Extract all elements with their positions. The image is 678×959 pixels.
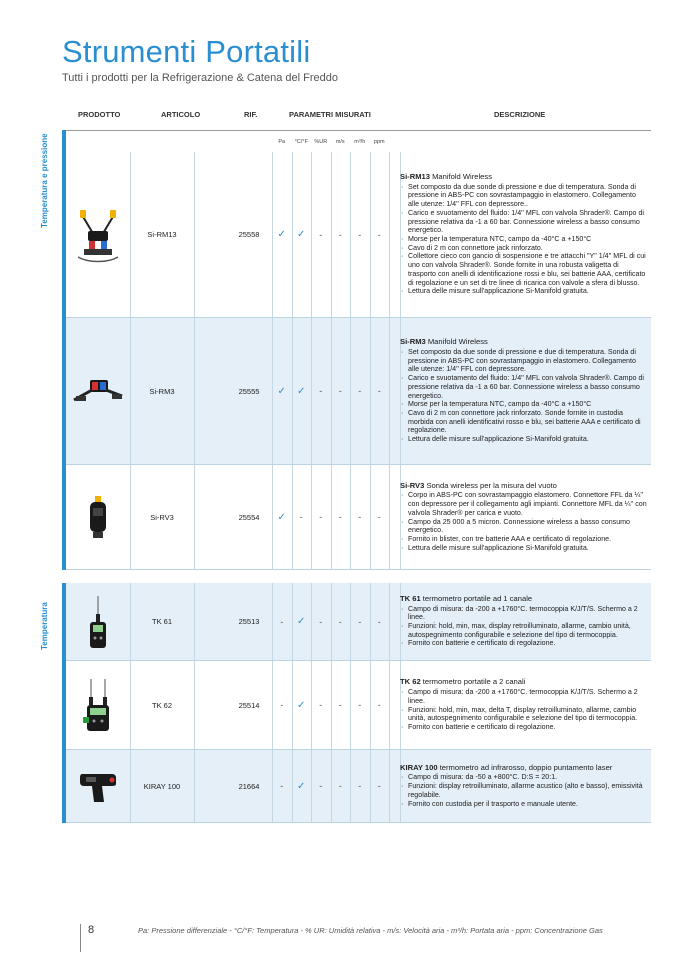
description-title <box>400 764 647 773</box>
param-dash: - <box>338 512 342 522</box>
product-image <box>66 318 130 464</box>
column-divider <box>389 318 390 464</box>
column-divider <box>389 465 390 569</box>
param-dash: - <box>319 616 323 627</box>
column-divider <box>389 152 390 317</box>
param-dash: - <box>338 700 342 710</box>
param-dash: - <box>358 229 362 240</box>
description-title <box>400 595 647 604</box>
product-name: Manifold Wireless <box>425 337 488 347</box>
param-dash: - <box>319 386 323 396</box>
description-cell <box>400 750 647 822</box>
param-dash: - <box>377 700 381 710</box>
product-code: Si-RM3 <box>400 337 426 347</box>
param-dash: - <box>377 512 381 522</box>
product-image <box>66 661 130 749</box>
articolo-cell: TK 62 <box>151 700 172 710</box>
param-dash: - <box>319 229 323 240</box>
param-dash: - <box>377 781 381 791</box>
description-list <box>400 348 647 444</box>
description-bullet: · Collettore cieco con gancio di sospensione e tre attacchi "Y" 1/4'' MFL di cui uno con valvola Shrader®. Sonde fornite in una robusta valigetta di trasporto con anelli di identificazione rossi e blu, sei batterie AAA, certificato di regolazione e un set di tre linee di ricarica con valvole a sfera di blusso. <box>400 252 647 287</box>
column-divider <box>389 583 390 660</box>
infrared-thermometer-image <box>78 766 118 806</box>
page-title: Strumenti Portatili <box>62 34 311 69</box>
description-bullet: · Fornito in blister, con tre batterie AAA e certificato di regolazione. <box>400 535 647 544</box>
unit-m3h: m³/h <box>354 139 366 145</box>
table-row <box>66 661 651 750</box>
description-cell <box>400 583 647 660</box>
param-dash: - <box>280 700 284 710</box>
param-dash: - <box>377 616 381 627</box>
page-subtitle: Tutti i prodotti per la Refrigerazione & Catena del Freddo <box>62 72 338 84</box>
description-bullet: · Fornito con batterie e certificato di regolazione. <box>400 639 647 648</box>
param-dash: - <box>319 512 323 522</box>
description-list <box>400 688 647 732</box>
description-bullet: · Morse per la temperatura NTC, campo da -40°C a +150°C <box>400 400 647 409</box>
description-bullet: · Funzioni: hold, min, max, delta T, display retroilluminato, allarme, cambio unità, autospegnimento configurabile e selezione del tipo di termocoppia. <box>400 706 647 723</box>
description-bullet: · Fornito con custodia per il trasporto e manuale utente. <box>400 800 647 809</box>
check-icon: ✓ <box>277 385 286 397</box>
param-dash: - <box>377 386 381 396</box>
description-bullet: · Campo di misura: da -50 a +800°C. D:S = 20:1. <box>400 773 647 782</box>
vacuum-probe-image <box>84 494 112 540</box>
description-bullet: · Campo di misura: da -200 a +1760°C. termocoppia K/J/T/S. Schermo a 2 linee. <box>400 688 647 705</box>
column-divider <box>389 661 390 749</box>
product-image <box>66 583 130 660</box>
unit-ppm: ppm <box>373 139 385 145</box>
description-title <box>400 482 647 491</box>
product-name: termometro portatile ad 1 canale <box>420 593 533 603</box>
unit-pa: Pa <box>278 139 286 145</box>
product-code: KIRAY 100 <box>400 762 438 772</box>
header-rif: RIF. <box>244 110 258 119</box>
header-parametri: PARAMETRI MISURATI <box>289 110 371 119</box>
description-bullet: · Set composto da due sonde di pressione e due di temperatura. Sonda di pressione in ABS-PC con sovrastampaggio in elastomero. Collegamento alle utenze: 1/4'' FFL con depressore. <box>400 348 647 374</box>
product-name: Manifold Wireless <box>429 172 493 182</box>
param-dash: - <box>377 229 381 240</box>
product-code: TK 62 <box>400 677 421 687</box>
param-dash: - <box>299 512 303 522</box>
rif-cell: 25555 <box>238 386 260 396</box>
rif-cell: 25558 <box>238 230 260 239</box>
description-cell <box>400 318 647 464</box>
articolo-cell: Si-RM13 <box>147 230 177 239</box>
check-icon: ✓ <box>297 780 306 792</box>
description-bullet: · Campo da 25 000 a 5 micron. Connessione wireless a basso consumo energetico. <box>400 518 647 535</box>
description-bullet: · Funzioni: display retroilluminato, allarme acustico (alto e basso), emissività regolabile. <box>400 782 647 799</box>
product-code: TK 61 <box>400 593 421 603</box>
header-divider <box>66 130 651 131</box>
check-icon: ✓ <box>297 616 306 627</box>
check-icon: ✓ <box>297 229 306 240</box>
description-bullet: · Carico e svuotamento del fluido: 1/4'' MFL con valvola Shrader®. Campo di pressione relativa da -1 a 60 bar. Connessione wireless a basso consumo energetico. <box>400 209 647 235</box>
description-bullet: · Lettura delle misure sull'applicazione Si-Manifold gratuita. <box>400 435 647 444</box>
param-dash: - <box>358 700 362 710</box>
product-image <box>66 750 130 822</box>
rif-cell: 21664 <box>238 781 260 791</box>
description-title <box>400 173 647 182</box>
product-name: termometro ad infrarosso, doppio puntamento laser <box>437 762 613 772</box>
description-title <box>400 338 647 347</box>
header-articolo: ARTICOLO <box>161 110 201 119</box>
column-divider <box>389 750 390 822</box>
param-dash: - <box>319 700 323 710</box>
param-dash: - <box>280 781 284 791</box>
table-row <box>66 318 651 465</box>
unit-ms: m/s <box>335 139 345 145</box>
manifold-wireless-image <box>72 376 124 406</box>
param-dash: - <box>358 512 362 522</box>
rif-cell: 25514 <box>238 700 260 710</box>
description-list <box>400 605 647 649</box>
column-divider <box>194 583 195 660</box>
product-name: termometro portatile a 2 canali <box>420 677 526 687</box>
articolo-cell: TK 61 <box>151 617 172 626</box>
description-cell <box>400 661 647 749</box>
param-dash: - <box>358 781 362 791</box>
check-icon: ✓ <box>297 385 306 397</box>
param-dash: - <box>358 616 362 627</box>
description-bullet: · Lettura delle misure sull'applicazione Si-Manifold gratuita. <box>400 544 647 553</box>
units-row <box>272 134 389 150</box>
description-bullet: · Campo di misura: da -200 a +1760°C. termocoppia K/J/T/S. Schermo a 2 linee. <box>400 605 647 622</box>
unit-ur: %UR <box>314 139 328 145</box>
param-dash: - <box>280 616 284 627</box>
table-row <box>66 750 651 823</box>
description-bullet: · Lettura delle misure sull'applicazione Si-Manifold gratuita. <box>400 287 647 296</box>
column-divider <box>194 750 195 822</box>
articolo-cell: Si-RV3 <box>150 512 174 522</box>
description-bullet: · Set composto da due sonde di pressione e due di temperatura. Sonda di pressione in ABS-PC con sovrastampaggio in elastomero. Collegamento alle utenze: 1/4'' FFL con depressore.. <box>400 183 647 209</box>
description-bullet: · Cavo di 2 m con connettore jack rinforzato. <box>400 244 647 253</box>
param-dash: - <box>338 386 342 396</box>
check-icon: ✓ <box>297 699 306 711</box>
description-bullet: · Corpo in ABS-PC con sovrastampaggio elastomero. Connettore FFL da ¼'' con depressore per il collegamento agli impianti. Connettore MFL da ¼'' con valvola Shrader® per carica e vuoto. <box>400 491 647 517</box>
param-dash: - <box>319 781 323 791</box>
header-descrizione: DESCRIZIONE <box>494 110 546 119</box>
description-bullet: · Morse per la temperatura NTC, campo da -40°C a +150°C <box>400 235 647 244</box>
manifold-wireless-image <box>74 205 122 265</box>
section-label-temperature: Temperatura <box>40 602 49 650</box>
description-cell <box>400 465 647 569</box>
rif-cell: 25513 <box>238 617 260 626</box>
product-image <box>66 465 130 569</box>
table-row <box>66 152 651 318</box>
column-divider <box>194 661 195 749</box>
footer-legend: Pa: Pressione differenziale - °C/°F: Temperatura - % UR: Umidità relativa - m/s: Velocità aria - m³/h: Portata aria - ppm: Concentrazione Gas <box>138 926 603 935</box>
description-bullet: · Carico e svuotamento del fluido: 1/4'' MFL con valvola Shrader®. Campo di pressione relativa da -1 a 60 bar. Connessione wireless a basso consumo energetico. <box>400 374 647 400</box>
description-list <box>400 183 647 296</box>
product-code: Si-RV3 <box>400 480 425 490</box>
articolo-cell: KIRAY 100 <box>143 781 181 791</box>
param-dash: - <box>338 229 342 240</box>
unit-temp: °C/°F <box>294 139 308 145</box>
param-dash: - <box>338 616 342 627</box>
description-bullet: · Funzioni: hold, min, max, display retroilluminato, allarme, cambio unità, autospegnimento configurabile e selezione del tipo di termocoppia. <box>400 622 647 639</box>
description-bullet: · Cavo di 2 m con connettore jack rinforzato. Sonde fornite in custodia morbida con anelli identificativi rosso e blu, sei batterie AAA e certificato di regolazione. <box>400 409 647 435</box>
product-image <box>66 152 130 317</box>
table-row <box>66 583 651 661</box>
table-row <box>66 465 651 570</box>
rif-cell: 25554 <box>238 512 260 522</box>
articolo-cell: Si-RM3 <box>149 386 175 396</box>
page-number: 8 <box>88 924 95 936</box>
product-name: Sonda wireless per la misura del vuoto <box>424 480 557 490</box>
column-divider <box>194 465 195 569</box>
description-list <box>400 491 647 552</box>
thermometer-tk61-image <box>86 594 110 650</box>
description-title <box>400 678 647 687</box>
column-divider <box>194 318 195 464</box>
check-icon: ✓ <box>277 229 286 240</box>
header-prodotto: PRODOTTO <box>78 110 121 119</box>
column-divider <box>194 152 195 317</box>
section-label-pressure: Temperatura e pressione <box>40 133 49 228</box>
footer-divider <box>80 924 81 952</box>
product-code: Si-RM13 <box>400 172 430 182</box>
check-icon: ✓ <box>277 511 286 523</box>
param-dash: - <box>358 386 362 396</box>
description-bullet: · Fornito con batterie e certificato di regolazione. <box>400 723 647 732</box>
description-list <box>400 773 647 808</box>
param-dash: - <box>338 781 342 791</box>
description-cell <box>400 152 647 317</box>
thermometer-tk62-image <box>81 677 115 733</box>
